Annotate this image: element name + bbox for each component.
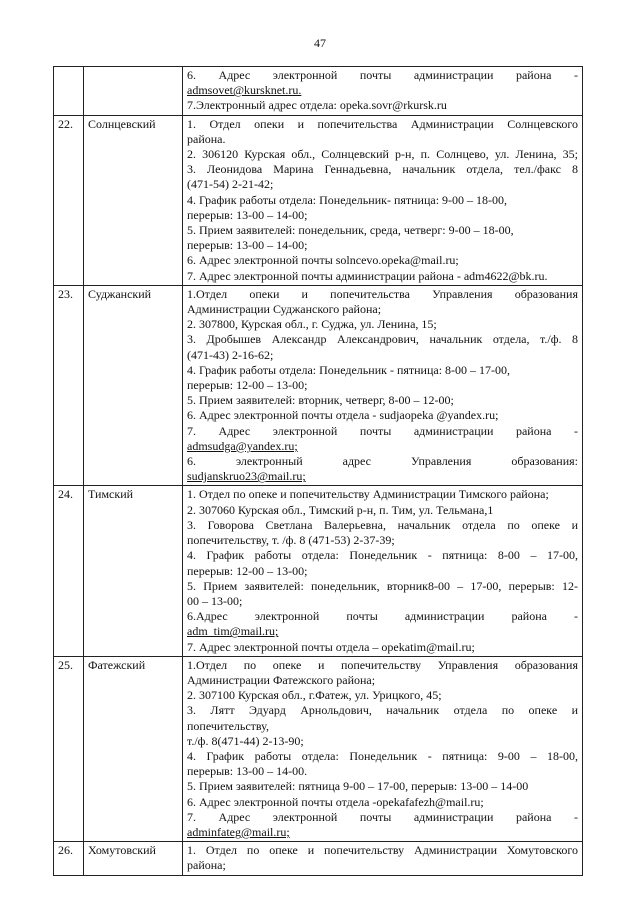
page-number: 47 xyxy=(314,36,326,50)
table-row xyxy=(54,67,583,116)
info-line: попечительству, xyxy=(187,718,269,733)
info-line: 5. Прием заявителей: понедельник, вторник8-00 – 17-00, перерыв: 12- xyxy=(187,578,578,593)
info-line: 6. Адрес электронной почты отдела - sudjaopeka @yandex.ru; xyxy=(187,408,499,423)
info-line: adm_tim@mail.ru; xyxy=(187,624,279,639)
table-row xyxy=(54,285,583,486)
contact-info-cell xyxy=(183,842,583,875)
info-line: 2. 307060 Курская обл., Тимский р-н, п. Тим, ул. Тельмана,1 xyxy=(187,502,494,517)
info-line: 4. График работы отдела: Понедельник- пятница: 9-00 – 18-00, xyxy=(187,192,508,207)
info-line: 5. Прием заявителей: вторник, четверг, 8-00 – 12-00; xyxy=(187,393,454,408)
info-line: 3. Лятт Эдуард Арнольдович, начальник отдела по опеке и xyxy=(187,703,578,718)
row-number-cell: 26. xyxy=(54,842,84,875)
table-row xyxy=(54,486,583,656)
info-line: 7. Адрес электронной почты администрации района - adm4622@bk.ru. xyxy=(187,268,548,283)
info-line: 2. 306120 Курская обл., Солнцевский р-н, п. Солнцево, ул. Ленина, 35; xyxy=(187,147,578,162)
info-line: перерыв: 13-00 – 14-00. xyxy=(187,764,308,779)
info-line: 1. Отдел по опеке и попечительству Администрации Хомутовского xyxy=(187,843,578,858)
info-line: 5. Прием заявителей: пятница 9-00 – 17-00, перерыв: 13-00 – 14-00 xyxy=(187,779,529,794)
info-line: района; xyxy=(187,858,226,873)
info-line: 7. Адрес электронной почты отдела – opekatim@mail.ru; xyxy=(187,639,475,654)
info-line: перерыв: 12-00 – 13-00; xyxy=(187,378,308,393)
table-row xyxy=(54,656,583,841)
table-row xyxy=(54,842,583,875)
info-line: (471-43) 2-16-62; xyxy=(187,347,274,362)
info-line: перерыв: 13-00 – 14-00; xyxy=(187,238,308,253)
info-line: sudjanskruo23@mail.ru; xyxy=(187,469,306,484)
info-line: 7. Адрес электронной почты администрации района - xyxy=(187,809,578,824)
district-name-cell: Фатежский xyxy=(84,656,183,841)
info-line: 6. электронный адрес Управления образования: xyxy=(187,454,578,469)
info-line: adminfateg@mail.ru; xyxy=(187,824,290,839)
district-name-cell: Хомутовский xyxy=(84,842,183,875)
info-line: перерыв: 12-00 – 13-00; xyxy=(187,563,308,578)
contact-info-cell xyxy=(183,285,583,486)
info-line: 6. Адрес электронной почты отдела -opekafafezh@mail.ru; xyxy=(187,794,484,809)
info-line: 5. Прием заявителей: понедельник, среда, четверг: 9-00 – 18-00, xyxy=(187,223,514,238)
row-number-cell: 22. xyxy=(54,115,84,285)
info-line: 1. Отдел по опеке и попечительству Администрации Тимского района; xyxy=(187,487,549,502)
district-name-cell: Тимский xyxy=(84,486,183,656)
info-line: 7.Электронный адрес отдела: opeka.sovr@rkursk.ru xyxy=(187,98,447,113)
info-line: района. xyxy=(187,131,226,146)
info-line: т./ф. 8(471-44) 2-13-90; xyxy=(187,733,304,748)
info-line: 7. Адрес электронной почты администрации района - xyxy=(187,423,578,438)
contact-info-cell xyxy=(183,486,583,656)
district-name-cell: Солнцевский xyxy=(84,115,183,285)
info-line: 00 – 13-00; xyxy=(187,593,243,608)
info-line: admsudga@yandex.ru; xyxy=(187,438,298,453)
info-line: 6.Адрес электронной почты администрации района - xyxy=(187,609,578,624)
info-line: 3. Говорова Светлана Валерьевна, начальник отдела по опеке и xyxy=(187,517,578,532)
info-line: перерыв: 13-00 – 14-00; xyxy=(187,207,308,222)
info-line: 4. График работы отдела: Понедельник - пятница: 9-00 – 18-00, xyxy=(187,748,578,763)
row-number-cell: 23. xyxy=(54,285,84,486)
info-line: Администрации Фатежского района; xyxy=(187,672,376,687)
info-line: (471-54) 2-21-42; xyxy=(187,177,274,192)
info-line: 1. Отдел опеки и попечительства Администрации Солнцевского xyxy=(187,116,578,131)
info-line: 6. Адрес электронной почты solncevo.opeka@mail.ru; xyxy=(187,253,459,268)
info-line: 2. 307100 Курская обл., г.Фатеж, ул. Урицкого, 45; xyxy=(187,688,442,703)
info-line: 1.Отдел опеки и попечительства Управления образования xyxy=(187,286,578,301)
directory-table xyxy=(53,66,583,876)
contact-info-cell xyxy=(183,656,583,841)
info-line: 3. Леонидова Марина Геннадьевна, начальник отдела, тел./факс 8 xyxy=(187,162,578,177)
district-name-cell xyxy=(84,67,183,116)
contact-info-cell xyxy=(183,67,583,116)
info-line: 4. График работы отдела: Понедельник - пятница: 8-00 – 17-00, xyxy=(187,362,511,377)
row-number-cell: 24. xyxy=(54,486,84,656)
info-line: Администрации Суджанского района; xyxy=(187,302,382,317)
district-name-cell: Суджанский xyxy=(84,285,183,486)
table-row xyxy=(54,115,583,285)
info-line: 2. 307800, Курская обл., г. Суджа, ул. Ленина, 15; xyxy=(187,317,437,332)
info-line: 3. Дробышев Александр Александрович, начальник отдела, т./ф. 8 xyxy=(187,332,578,347)
row-number-cell: 25. xyxy=(54,656,84,841)
info-line: 6. Адрес электронной почты администрации района - xyxy=(187,68,578,82)
info-line: 1.Отдел по опеке и попечительству Управления образования xyxy=(187,657,578,672)
info-line: admsovet@kursknet.ru. xyxy=(187,83,302,98)
row-number-cell xyxy=(54,67,84,116)
info-line: попечительству, т. /ф. 8 (471-53) 2-37-39; xyxy=(187,533,395,548)
info-line: 4. График работы отдела: Понедельник - пятница: 8-00 – 17-00, xyxy=(187,548,578,563)
contact-info-cell xyxy=(183,115,583,285)
